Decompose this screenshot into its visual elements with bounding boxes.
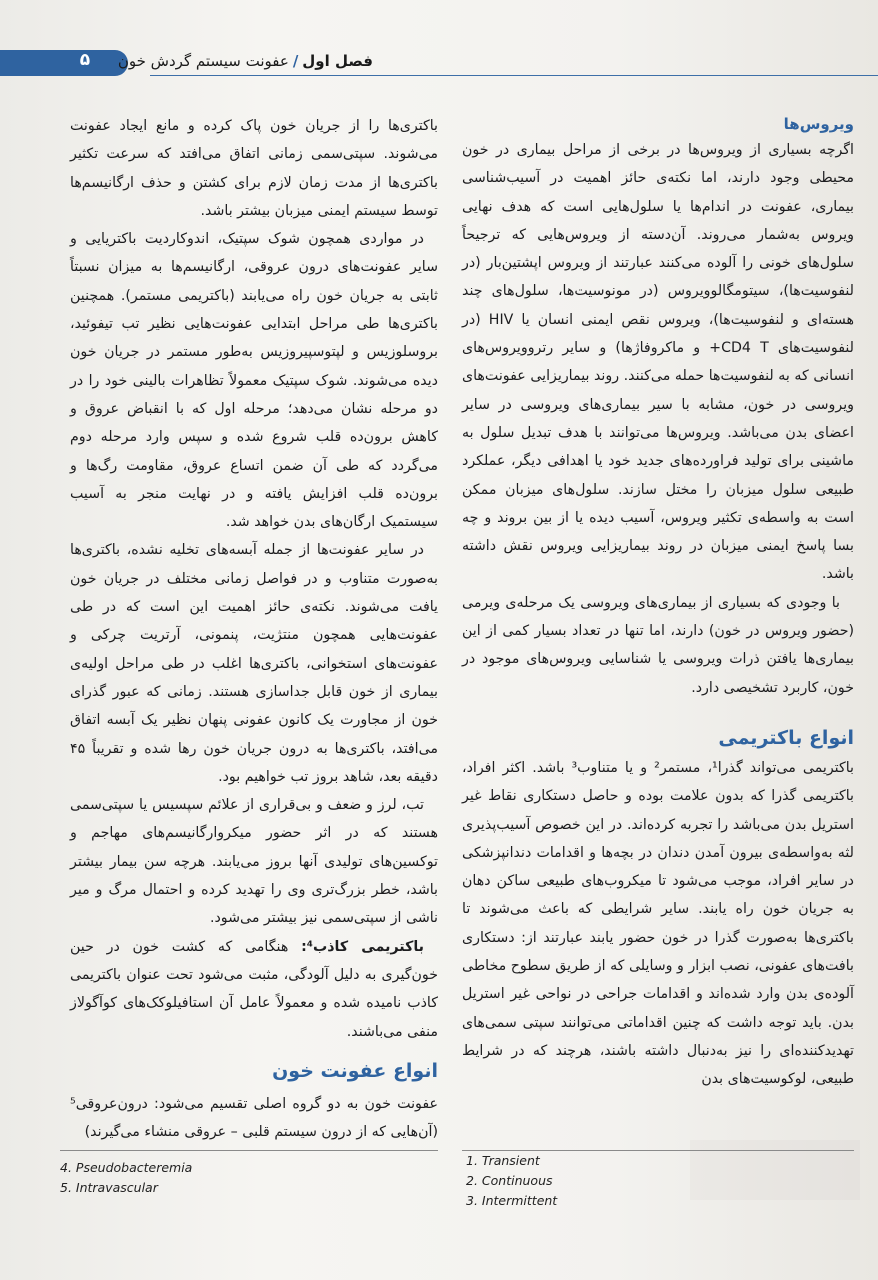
- chapter-header: [118, 52, 373, 70]
- left-column: [70, 112, 438, 1146]
- paragraph: با وجودی که بسیاری از بیماری‌های ویروسی یک مرحله‌ی ویرمی (حضور ویروس در خون) دارند، اما تنها در تعداد بسیار کمی از این بیماری‌ها یافتن ذرات ویروسی یا شناسایی ویروس‌های موجود در خون، کاربرد تشخیصی دارد.: [462, 594, 854, 696]
- page-number-tab: [0, 50, 128, 76]
- paragraph-pseudobacteremia: [70, 933, 438, 1046]
- right-column: [462, 112, 854, 1094]
- header-rule: [150, 75, 878, 76]
- paragraph: باکتری‌ها را از جریان خون پاک کرده و مانع ایجاد عفونت می‌شوند. سپتی‌سمی زمانی اتفاق می‌افتد که سرعت تکثیر باکتری‌ها از مدت زمان لازم برای کشتن و حذف ارگانیسم‌ها توسط سیستم ایمنی میزبان بیشتر باشد.: [70, 118, 438, 219]
- footnote: 5. Intravascular: [60, 1180, 158, 1195]
- footnotes-right: [466, 1151, 557, 1211]
- footnote-rule-left: [60, 1150, 438, 1151]
- term-pseudobacteremia: باکتریمی کاذب⁴:: [301, 938, 424, 955]
- paragraph: باکتریمی می‌تواند گذرا¹، مستمر² و یا متناوب³ باشد. اکثر افراد، باکتریمی گذرا که بدون علامت بوده و حاصل دستکاری نقاط غیر استریل بدن می‌باشد را تجربه کرده‌اند. در این خصوص آسیب‌پذیری لثه به‌واسطه‌ی بیرون آمدن دندان در بچه‌ها و اقدامات دندانپزشکی در سایر افراد، موجب می‌شود تا میکروب‌های طبیعی ساکن دهان به جریان خون راه یابند. سایر شرایطی که باعث می‌شوند تا باکتری‌ها به‌صورت گذرا در خون حضور یابند عبارتند از: دستکاری بافت‌های عفونی، نصب ابزار و وسایلی که از طریق سطوح مخاطی آلوده‌ی بدن وارد شده‌اند و اقدامات جراحی در نواحی غیر استریل بدن. باید توجه داشت که چنین اقداماتی می‌توانند سپتی سمی‌های تهدیدکننده‌ای را نیز به‌دنبال داشته باشند، هرچند که در شرایط طبیعی، لوکوسیت‌های بدن: [462, 759, 854, 1088]
- footnote: 3. Intermittent: [466, 1193, 558, 1208]
- footnote: 4. Pseudobacteremia: [60, 1160, 193, 1175]
- paragraph: اگرچه بسیاری از ویروس‌ها در برخی از مراحل بیماری در خون محیطی وجود دارند، اما نکته‌ی حائز اهمیت در آسیب‌شناسی بیماری، عفونت در اندام‌ها یا سلول‌هایی است که هدف نهایی ویروس به‌شمار می‌روند. آن‌دسته از ویروس‌هایی که ترجیحاً سلول‌های خونی را آلوده می‌کنند عبارتند از ویروس اپشتین‌بار (در لنفوسیت‌ها)، سیتومگالوویروس (در مونوسیت‌ها، سلول‌های چند هسته‌ای و لنفوسیت‌ها)، ویروس نقص ایمنی انسان یا HIV (در لنفوسیت‌های CD4 T+ و ماکروفاژها) و سایر رتروویروس‌های انسانی که به لنفوسیت‌ها حمله می‌کنند. روند بیماریزایی عفونت‌های ویروسی در خون، مشابه با سیر بیماری‌های ویروسی در سایر اعضای بدن می‌باشد. ویروس‌ها می‌توانند با هدف تبدیل سلول به ماشینی برای تولید فراورده‌های جدید خود یا اهدافی دیگر، عملکرد طبیعی سلول میزبان را مختل سازند. سلول‌های میزبان ممکن است به واسطه‌ی تکثیر ویروس، آسیب دیده یا از بین بروند و چه بسا پاسخ ایمنی میزبان در روند بیماریزایی ویروس نقش داشته باشد.: [462, 142, 854, 583]
- paragraph: عفونت خون به دو گروه اصلی تقسیم می‌شود: درون‌عروقی⁵ (آن‌هایی که از درون سیستم قلبی – عروقی منشاء می‌گیرند): [70, 1095, 438, 1141]
- chapter-title: عفونت سیستم گردش خون: [117, 52, 289, 70]
- section-heading-bacteremia-types: انواع باکتریمی: [718, 726, 854, 749]
- paragraph: تب، لرز و ضعف و بی‌قراری از علائم سپسیس یا سپتی‌سمی هستند که در اثر حضور میکروارگانیسم‌های مهاجم و توکسین‌های تولیدی آنها بروز می‌یابند. هرچه سن بیمار بیشتر باشد، خطر بزرگ‌تری وی را تهدید کرده و احتمال مرگ و میر ناشی از سپتی‌سمی نیز بیشتر می‌شود.: [70, 797, 438, 927]
- paragraph: در مواردی همچون شوک سپتیک، اندوکاردیت باکتریایی و سایر عفونت‌های درون عروقی، ارگانیسم‌ها به میزان نسبتاً ثابتی به جریان خون راه می‌یابند (باکتریمی مستمر). همچنین باکتری‌ها طی مراحل ابتدایی عفونت‌هایی نظیر تب تیفوئید، بروسلوزیس و لپتوسپیروزیس به‌طور مستمر در جریان خون دیده می‌شوند. شوک سپتیک معمولاً تظاهرات بالینی خود را در دو مرحله نشان می‌دهد؛ مرحله اول که با انقباض عروق و کاهش برون‌ده قلب شروع شده و سپس وارد مرحله دوم می‌گردد که طی آن ضمن اتساع عروق، مقاومت رگ‌ها و برون‌ده قلب افزایش یافته و در نهایت منجر به آسیب سیستمیک ارگان‌های بدن خواهد شد.: [70, 231, 438, 531]
- footnote: 1. Transient: [466, 1153, 540, 1168]
- chapter-label: فصل اول: [302, 52, 373, 70]
- bleed-through-shadow: [690, 1140, 860, 1200]
- footnote: 2. Continuous: [466, 1173, 553, 1188]
- section-heading-blood-infection-types: انواع عفونت خون: [272, 1059, 438, 1082]
- paragraph: در سایر عفونت‌ها از جمله آبسه‌های تخلیه نشده، باکتری‌ها به‌صورت متناوب و در فواصل زمانی مختلف در جریان خون یافت می‌شوند. نکته‌ی حائز اهمیت این است که در طی عفونت‌هایی همچون منتژیت، پنمونی، آرتریت چرکی و عفونت‌های استخوانی، باکتری‌ها اغلب در طی مراحل اولیه‌ی بیماری از خون قابل جداسازی هستند. زمانی که عبور گذرای خون از مجاورت یک کانون عفونی پنهان نظیر یک آبسه اتفاق می‌افتد، باکتری‌ها به درون جریان خون رها شده و تقریباً ۴۵ دقیقه بعد، شاهد بروز تب خواهیم بود.: [70, 542, 438, 785]
- header-separator: /: [292, 52, 299, 70]
- footnotes-left: [60, 1158, 192, 1198]
- page-number: ۵: [79, 50, 91, 70]
- term-definition: هنگامی که کشت خون در حین خون‌گیری به دلیل آلودگی، مثبت می‌شود تحت عنوان باکتریمی کاذب نامیده شده و معمولاً عامل آن استافیلوکک‌های کوآگولاز منفی می‌باشند.: [70, 938, 438, 1040]
- section-heading-viruses: ویروس‌ها: [783, 115, 854, 133]
- running-header: [0, 48, 878, 78]
